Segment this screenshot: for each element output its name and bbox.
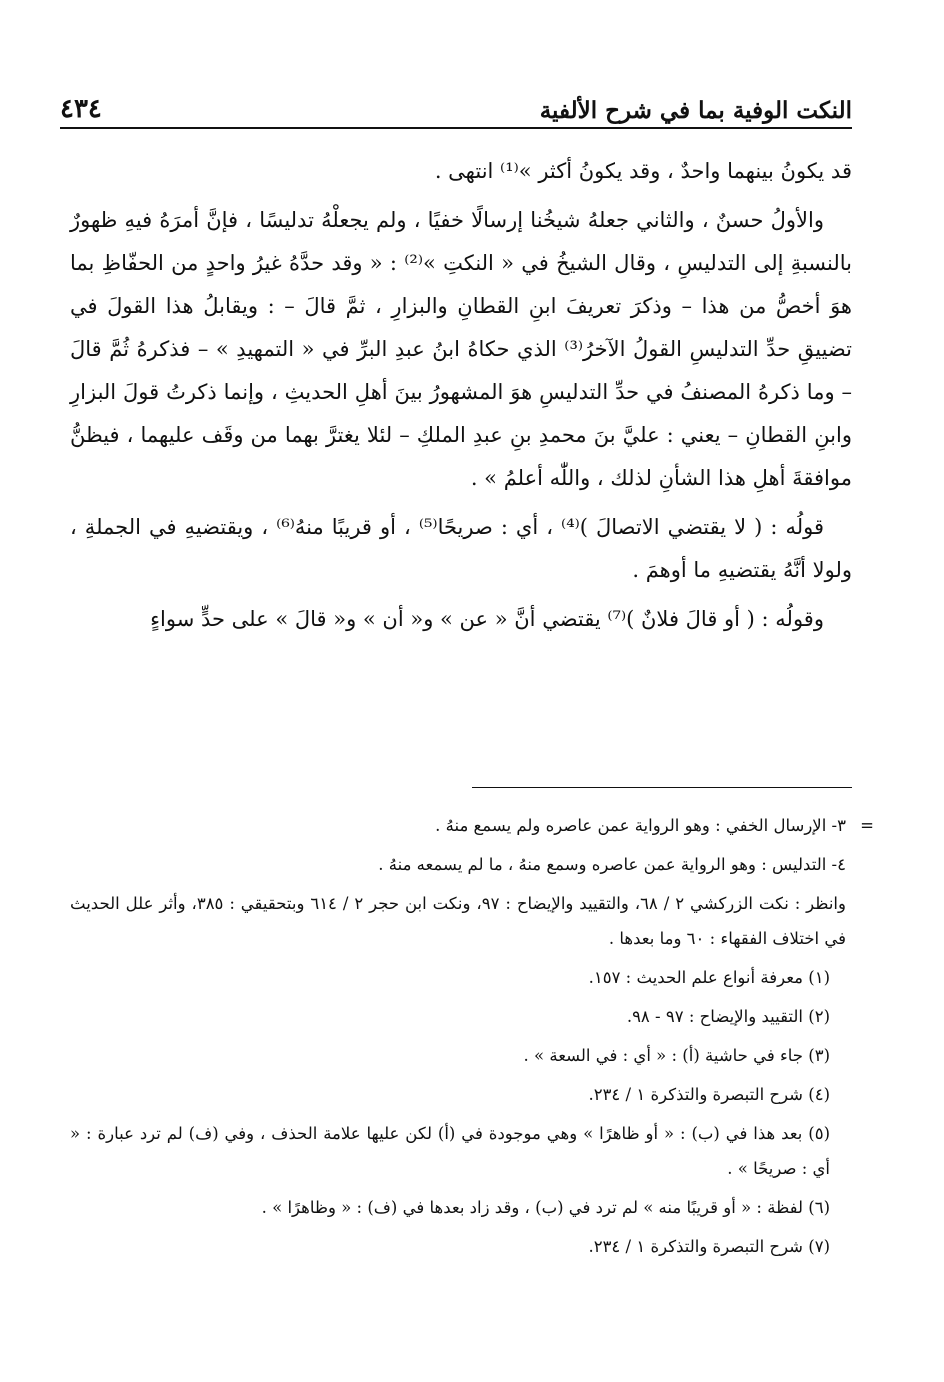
paragraph: والأولُ حسنٌ ، والثاني جعلهُ شيخُنا إرسالًا خفيًا ، ولم يجعلْهُ تدليسًا ، فإنَّ أمرَهُ فيهِ ظهورٌ بالنسبةِ إلى التدليسِ ، وقال الشيخُ في « النكتِ »⁽²⁾ : « وقد حدَّهُ غيرُ واحدٍ من الحفّاظِ بما هوَ أخصُّ من هذا – وذكرَ تعريفَ ابنِ القطانِ والبزارِ ، ثمَّ قالَ – : ويقابلُ هذا القولَ في تضييقِ حدِّ التدليسِ القولُ الآخرُ⁽³⁾ الذي حكاهُ ابنُ عبدِ البرِّ في « التمهيدِ » – فذكرهُ ثُمَّ قالَ – وما ذكرهُ المصنفُ في حدِّ التدليسِ هوَ المشهورُ بينَ أهلِ الحديثِ ، وإنما ذكرتُ قولَ البزارِ وابنِ القطانِ – يعني : عليَّ بنَ محمدِ بنِ عبدِ الملكِ – لئلا يغترَّ بهما من وقَف عليهما ، فيظنُّ موافقةَ أهلِ هذا الشأنِ لذلك ، واللّٰه أعلمُ » .: [70, 208, 852, 490]
footnotes: [70, 808, 874, 1268]
main-text: [70, 150, 852, 647]
footnote: (٥) بعد هذا في (ب) : « أو ظاهرًا » وهي موجودة في (أ) لكن عليها علامة الحذف ، وفي (ف) لم ترد عبارة : « أي : صريحًا » .: [70, 1124, 830, 1178]
footnote: (٤) شرح التبصرة والتذكرة ١ / ٢٣٤.: [588, 1085, 830, 1104]
footnote: (١) معرفة أنواع علم الحديث : ١٥٧.: [588, 968, 830, 987]
footnote: (٦) لفظة : « أو قريبًا منه » لم ترد في (ب) ، وقد زاد بعدها في (ف) : « وظاهرًا » .: [261, 1198, 830, 1217]
paragraph: وقولُه : ( أو قالَ فلانٌ )⁽⁷⁾ يقتضي أنَّ « عن » و« أن » و« قالَ » على حدٍّ سواءٍ: [150, 607, 824, 631]
book-title: النكت الوفية بما في شرح الألفية: [539, 97, 852, 124]
page-number: ٤٣٤: [60, 94, 102, 124]
footnote-separator: [472, 787, 852, 788]
footnote-line: وانظر : نكت الزركشي ٢ / ٦٨، والتقييد والإيضاح : ٩٧، ونكت ابن حجر ٢ / ٦١٤ وبتحقيقي : ٣٨٥، وأثر علل الحديث في اختلاف الفقهاء : ٦٠ وما بعدها .: [70, 894, 846, 948]
paragraph: قد يكونُ بينهما واحدٌ ، وقد يكونُ أكثر »⁽¹⁾ انتهى .: [434, 159, 852, 183]
footnote: (٧) شرح التبصرة والتذكرة ١ / ٢٣٤.: [588, 1237, 830, 1256]
paragraph: قولُه : ( لا يقتضي الاتصالَ )⁽⁴⁾ ، أي : صريحًا⁽⁵⁾ ، أو قريبًا منهُ⁽⁶⁾ ، ويقتضيهِ في الجملةِ ، ولولا أنَّهُ يقتضيهِ ما أوهمَ .: [70, 515, 852, 582]
running-header: [60, 84, 852, 124]
footnote-continuation: [70, 808, 874, 960]
footnote: (٢) التقييد والإيضاح : ٩٧ - ٩٨.: [626, 1007, 830, 1026]
footnote-line: ٣- الإرسال الخفي : وهو الرواية عمن عاصره ولم يسمع منهُ .: [435, 816, 846, 835]
continuation-marker: =: [860, 816, 874, 835]
footnote: (٣) جاء في حاشية (أ) : « أي : في السعة » .: [523, 1046, 830, 1065]
footnote-line: ٤- التدليس : وهو الرواية عمن عاصره وسمع منهُ ، ما لم يسمعه منهُ .: [378, 855, 846, 874]
header-rule: [60, 127, 852, 129]
